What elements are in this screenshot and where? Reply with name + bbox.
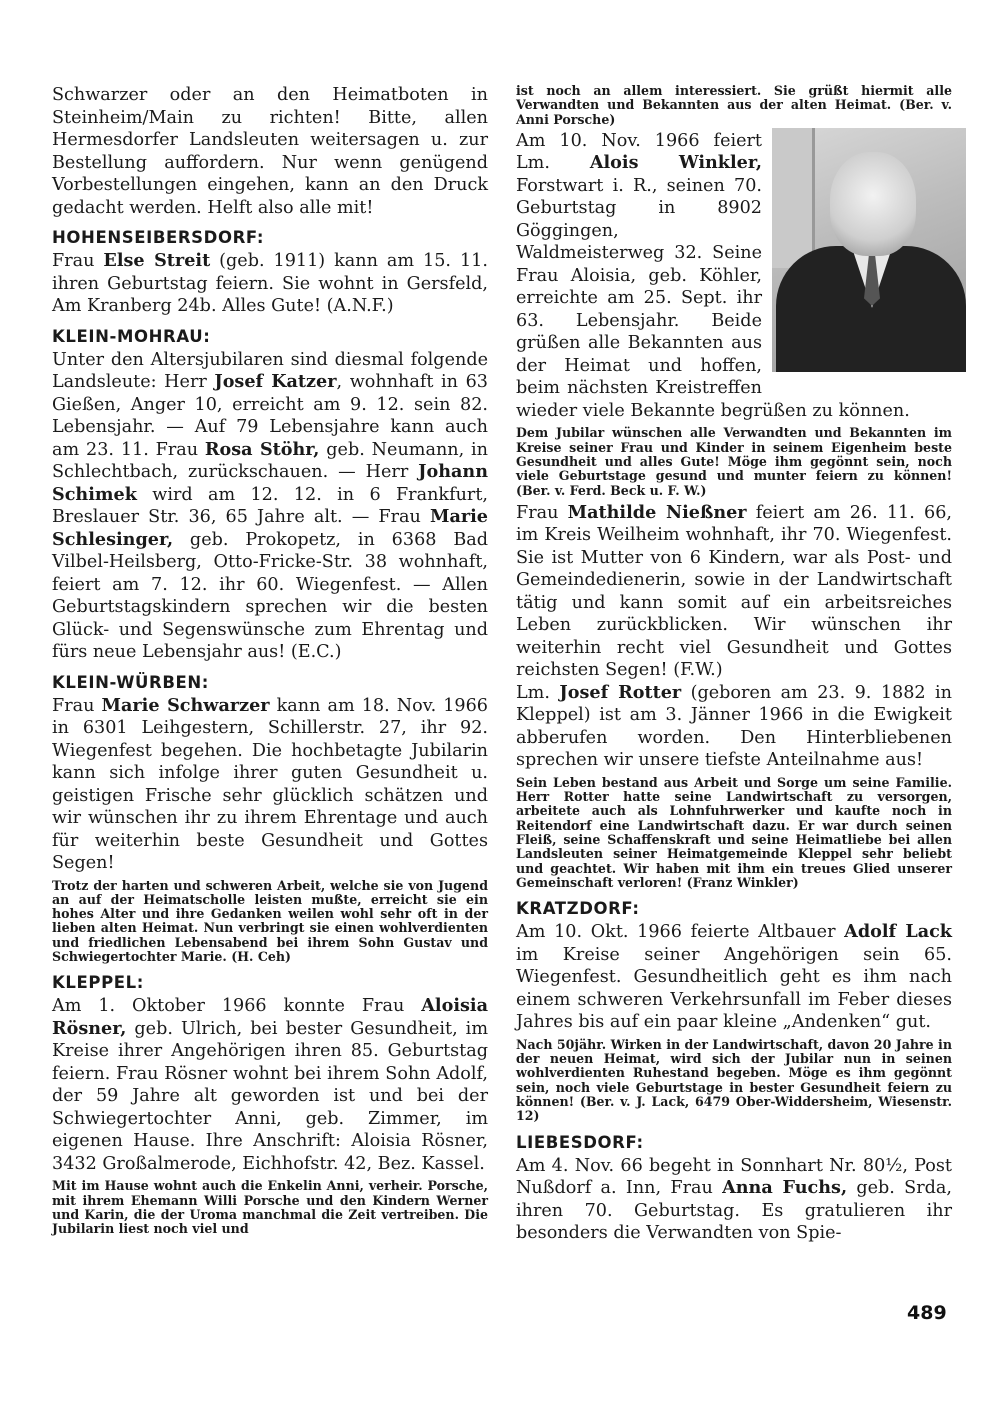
paragraph-kratzdorf: Am 10. Okt. 1966 feierte Altbauer Adolf Lack im Kreise seiner Angehörigen sein 65. Wiegenfest. Gesundheitlich geht es ihm nach einem schweren Verkehrsunfall im Feber dieses Jahres bis auf ein paar kleine „Andenken“ gut. [516,921,953,1033]
note-rotter: Sein Leben bestand aus Arbeit und Sorge um seine Familie. Herr Rotter hatte seine Landwirtschaft zu versorgen, arbeitete auch als Lohnfuhrwerker und kaufte noch in Reitendorf eine Landwirtschaft dazu. Er war durch seinen Fleiß, seine Schaffenskraft und seine Heimatliebe bei allen Landsleuten seiner Heimatgemeinde Kleppel sehr beliebt und geachtet. Wir haben mit ihm ein treues Glied unserer Gemeinschaft verloren! (Franz Winkler) [516,774,952,890]
right-column [516,84,952,1245]
paragraph-rotter: Lm. Josef Rotter (geboren am 23. 9. 1882 in Kleppel) ist am 3. Jänner 1966 in die Ewigkeit abberufen worden. Den Hinterbliebenen sprechen wir unsere tiefste Anteilnahme aus! [516,681,952,771]
paragraph-intro: Schwarzer oder an den Heimatboten in Steinheim/Main zu richten! Bitte, allen Hermesdorfer Landsleuten weitersagen u. zur Bestellung auffordern. Nur wenn genügend Vorbestellungen eingehen, kann an den Druck gedacht werden. Helft also alle mit! [52,85,488,218]
heading-hohenseibersdorf: HOHENSEIBERSDORF: [52,228,265,247]
paragraph-niessner: Frau Mathilde Nießner feiert am 26. 11. 66, im Kreis Weilheim wohnhaft, ihr 70. Wiegenfest. Sie ist Mutter von 6 Kindern, war als Post- und Gemeindedienerin, sowie in der Landwirtschaft tätig und kann somit auf ein arbeitsreiches Leben zurückblicken. Wir wünschen ihr weiterhin recht viel Gesundheit und Gottes reichsten Segen! (F.W.) [516,501,952,681]
note-klein-wuerben: Trotz der harten und schweren Arbeit, welche sie von Jugend an auf der Heimatscholle leisten mußte, erreicht sie ein hohes Alter und ihre Gedanken weilen wohl sehr oft in der lieben alten Heimat. Nun verbringt sie einen wohlverdienten und friedlichen Lebensabend bei ihrem Sohn Gustav und Schwiegertochter Marie. (H. Ceh) [52,877,488,964]
portrait-photo [772,128,966,372]
heading-klein-mohrau: KLEIN-MOHRAU: [52,326,211,346]
heading-kratzdorf: KRATZDORF: [516,899,640,919]
heading-liebesdorf: LIEBESDORF: [516,1132,644,1152]
left-column [52,84,488,1240]
note-kratzdorf: Nach 50jähr. Wirken in der Landwirtschaft, davon 20 Jahre in der neuen Heimat, wird sich der Jubilar nun in seinen wohlverdienten Ruhestand begeben. Möge es ihm gegönnt sein, noch viele Geburtstage in bester Gesundheit feiern zu können! (Ber. v. J. Lack, 6479 Ober-Widdersheim, Wiesenstr. 12) [516,1036,952,1124]
paragraph-kleppel: Am 1. Oktober 1966 konnte Frau Aloisia Rösner, geb. Ulrich, bei bester Gesundheit, im Kreise ihrer Angehörigen ihren 85. Geburtstag feiern. Frau Rösner wohnt bei ihrem Sohn Adolf, der 59 Jahre alt geworden ist und bei der Schwiegertochter Anni, geb. Zimmer, im eigenen Hause. Ihre Anschrift: Aloisia Rösner, 3432 Großalmerode, Eichhofstr. 42, Bez. Kassel. [52,995,488,1174]
note-porsche-continued: ist noch an allem interessiert. Sie grüßt hiermit alle Verwandten und Bekannten aus der alten Heimat. (Ber. v. Anni Porsche) [516,83,952,127]
note-winkler: Dem Jubilar wünschen alle Verwandten und Bekannten im Kreise seiner Frau und Kinder in seinem Eigenheim beste Gesundheit und alles Gute! Möge ihm gegönnt sein, noch viele Geburtstage gesund und munter feiern zu können! (Ber. v. Ferd. Beck u. F. W.) [516,425,952,498]
paragraph-liebesdorf: Am 4. Nov. 66 begeht in Sonnhart Nr. 80½, Post Nußdorf a. Inn, Frau Anna Fuchs, geb. Srda, ihren 70. Geburtstag. Es gratulieren ihr besonders die Verwandten von Spie- [516,1155,952,1244]
paragraph-hohenseibersdorf: Frau Else Streit (geb. 1911) kann am 15. 11. ihren Geburtstag feiern. Sie wohnt in Gersfeld, Am Kranberg 24b. Alles Gute! (A.N.F.) [52,250,488,316]
photo-background-door [772,128,815,268]
paragraph-klein-mohrau: Unter den Altersjubilaren sind diesmal folgende Landsleute: Herr Josef Katzer, wohnhaft in 63 Gießen, Anger 10, erreicht am 9. 12. sein 82. Lebensjahr. — Auf 79 Lebensjahre kann auch am 23. 11. Frau Rosa Stöhr, geb. Neumann, in Schlechtbach, zurückschauen. — Herr Johann Schimek wird am 12. 12. in 6 Frankfurt, Breslauer Str. 36, 65 Jahre alt. — Frau Marie Schlesinger, geb. Prokopetz, in 6368 Bad Vilbel-Heilsberg, Otto-Fricke-Str. 38 wohnhaft, feiert am 7. 12. ihr 60. Wiegenfest. — Allen Geburtstagskindern sprechen wir die besten Glück- und Segenswünsche zum Ehrentag und fürs neue Lebensjahr aus! (E.C.) [52,349,488,662]
paragraph-klein-wuerben: Frau Marie Schwarzer kann am 18. Nov. 1966 in 6301 Leihgestern, Schillerstr. 27, ihr 92. Wiegenfest begehen. Die hochbetagte Jubilarin kann sich infolge ihrer guten Gesundheit u. geistigen Frische sehr glücklich schätzen und wir wünschen ihr zu ihrem Ehrentage und auch für weiterhin beste Gesundheit und Gottes Segen! [52,694,489,873]
heading-kleppel: KLEPPEL: [52,973,144,993]
page-number: 489 [907,1302,947,1324]
heading-klein-wuerben: KLEIN-WÜRBEN: [52,672,209,692]
note-kleppel: Mit im Hause wohnt auch die Enkelin Anni, verheir. Porsche, mit ihrem Ehemann Willi Porsche und den Kindern Werner und Karin, die der Uroma manchmal die Zeit vertreiben. Die Jubilarin liest noch viel und [52,1178,488,1237]
photo-head [830,152,916,256]
paragraph-winkler: Am 10. Nov. 1966 feiert Lm. Alois Winkler, Forstwart i. R., seinen 70. Geburtstag in 8902 Göggingen, Waldmeisterweg 32. Seine Frau Aloisia, geb. Köhler, erreichte am 25. Sept. ihr 63. Lebensjahr. Beide grüßen alle Bekannten aus der Heimat und hoffen, beim nächsten Kreistreffen wieder viele Bekannte begrüßen zu können. [516,130,910,421]
winkler-article [516,130,952,423]
